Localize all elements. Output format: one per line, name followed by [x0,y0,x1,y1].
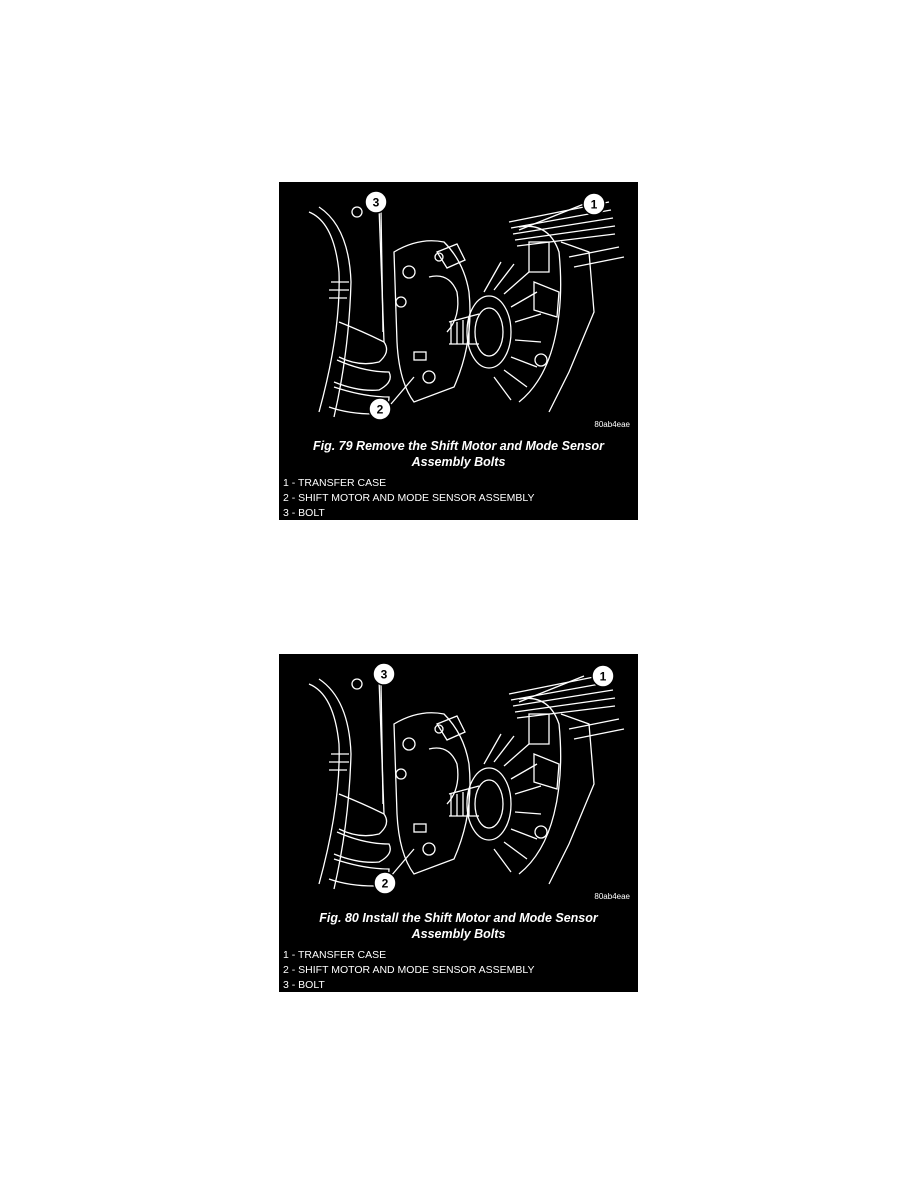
legend-item: 3 - BOLT [283,979,325,991]
callout-3 [365,191,387,213]
legend-item: 2 - SHIFT MOTOR AND MODE SENSOR ASSEMBLY [283,492,535,504]
caption-line-1: Fig. 80 Install the Shift Motor and Mode Sensor [319,911,598,925]
caption-line-2: Assembly Bolts [411,455,506,469]
legend-item: 3 - BOLT [283,507,325,519]
callout-1 [592,665,614,687]
legend-item: 2 - SHIFT MOTOR AND MODE SENSOR ASSEMBLY [283,964,535,976]
caption-line-1: Fig. 79 Remove the Shift Motor and Mode Sensor [312,439,604,453]
callout-2 [374,872,396,894]
figure-caption [279,910,638,942]
callout-1 [583,193,605,215]
callout-2 [369,398,391,420]
legend-item: 1 - TRANSFER CASE [283,949,387,961]
figure-80 [279,654,638,992]
figure-legend [283,948,534,992]
image-code: 80ab4eae [594,892,630,901]
callout-2-label: 2 [376,402,384,417]
transfer-case-illustration [279,654,638,904]
legend-item: 1 - TRANSFER CASE [283,477,387,489]
figure-legend [283,476,534,520]
figure-79 [279,182,638,520]
callout-3-label: 3 [380,667,388,682]
callout-3 [373,663,395,685]
callout-2-label: 2 [381,876,389,891]
callout-1-label: 1 [590,197,598,212]
callout-1-label: 1 [599,669,607,684]
callout-3-label: 3 [372,195,380,210]
figure-caption [279,438,638,470]
image-code: 80ab4eae [594,420,630,429]
caption-line-2: Assembly Bolts [411,927,506,941]
transfer-case-illustration [279,182,638,432]
